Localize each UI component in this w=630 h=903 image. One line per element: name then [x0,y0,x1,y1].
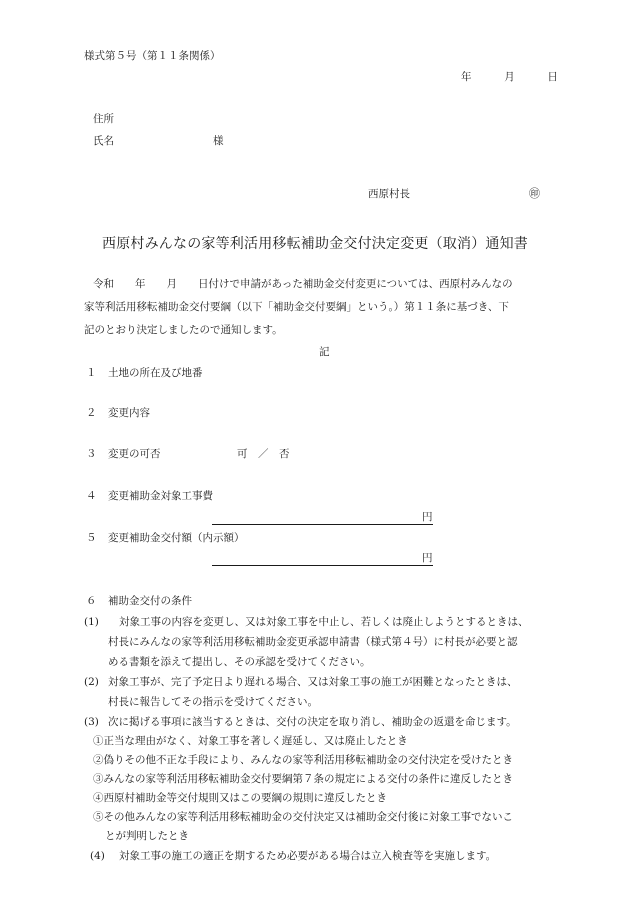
condition-1-line-2: 村長にみんなの家等利活用移転補助金変更承認申請書（様式第４号）に村長が必要と認 [108,636,518,648]
item-4-label: 変更補助金対象工事費 [108,490,213,502]
condition-1-number: (1) [84,616,99,628]
condition-4-line-1: 対象工事の施工の適正を期するため必要がある場合は立入検査等を実施します。 [119,850,497,862]
body-line-1: 令和 年 月 日付けで申請があった補助金交付変更については、西原村みんなの [93,278,513,290]
document-title: 西原村みんなの家等利活用移転補助金交付決定変更（取消）通知書 [102,236,528,252]
item-1-label: 土地の所在及び地番 [108,367,203,379]
condition-3-sub-2: ②偽りその他不正な手段により、みんなの家等利活用移転補助金の交付決定を受けたとき [93,754,513,766]
condition-3-sub-3: ③みんなの家等利活用移転補助金交付要綱第７条の規定による交付の条件に違反したとき [93,773,513,785]
condition-4-number: (4) [90,850,105,862]
item-3-options: 可 ／ 否 [237,448,290,460]
condition-3-number: (3) [84,716,99,728]
item-5-number: ５ [86,532,97,544]
honorific: 様 [213,135,224,147]
body-line-3: 記のとおり決定しましたので通知します。 [84,324,283,336]
date-day-label: 日 [547,71,558,83]
name-label: 氏名 [93,135,114,147]
item-3-number: ３ [86,448,97,460]
condition-1-line-3: める書類を添えて提出し、その承認を受けてください。 [108,656,371,668]
date-line [461,71,558,84]
item-5-label: 変更補助金交付額（内示額） [108,532,245,544]
condition-2-line-1: 対象工事が、完了予定日より遅れる場合、又は対象工事の施工が困難となったときは、 [108,676,518,688]
condition-3-sub-5-line-2: とが判明したとき [105,830,189,842]
issuer: 西原村長 [368,188,410,200]
item-6-number: ６ [86,595,97,607]
condition-3-sub-4: ④西原村補助金等交付規則又はこの要綱の規則に違反したとき [93,792,387,804]
item-5-amount-line [212,565,433,566]
condition-3-line-1: 次に掲げる事項に該当するときは、交付の決定を取り消し、補助金の返還を命じます。 [108,716,517,728]
item-4-number: ４ [86,490,97,502]
condition-2-line-2: 村長に報告してその指示を受けてください。 [108,696,318,708]
seal-mark: ㊞ [529,187,540,200]
ki-heading: 記 [319,346,330,358]
item-5-unit: 円 [422,552,433,564]
item-2-label: 変更内容 [108,407,150,419]
condition-2-number: (2) [84,676,99,688]
address-label: 住所 [93,113,114,125]
condition-3-sub-5-line-1: ⑤その他みんなの家等利活用移転補助金の交付決定又は補助金交付後に対象工事でないこ [93,811,513,823]
condition-3-sub-1: ①正当な理由がなく、対象工事を著しく遅延し、又は廃止したとき [93,735,408,747]
body-line-2: 家等利活用移転補助金交付要綱（以下「補助金交付要綱」という。）第１１条に基づき、下 [84,301,509,313]
condition-1-line-1: 対象工事の内容を変更し、又は対象工事を中止し、若しくは廃止しようとするときは、 [119,616,529,628]
item-2-number: ２ [86,407,97,419]
item-6-label: 補助金交付の条件 [108,595,192,607]
date-year-label: 年 [461,71,472,83]
item-4-amount-line [212,524,433,525]
form-number: 様式第５号（第１１条関係） [84,50,221,62]
item-3-label: 変更の可否 [108,448,161,460]
item-4-unit: 円 [422,511,433,523]
item-1-number: １ [86,367,97,379]
date-month-label: 月 [504,71,515,83]
